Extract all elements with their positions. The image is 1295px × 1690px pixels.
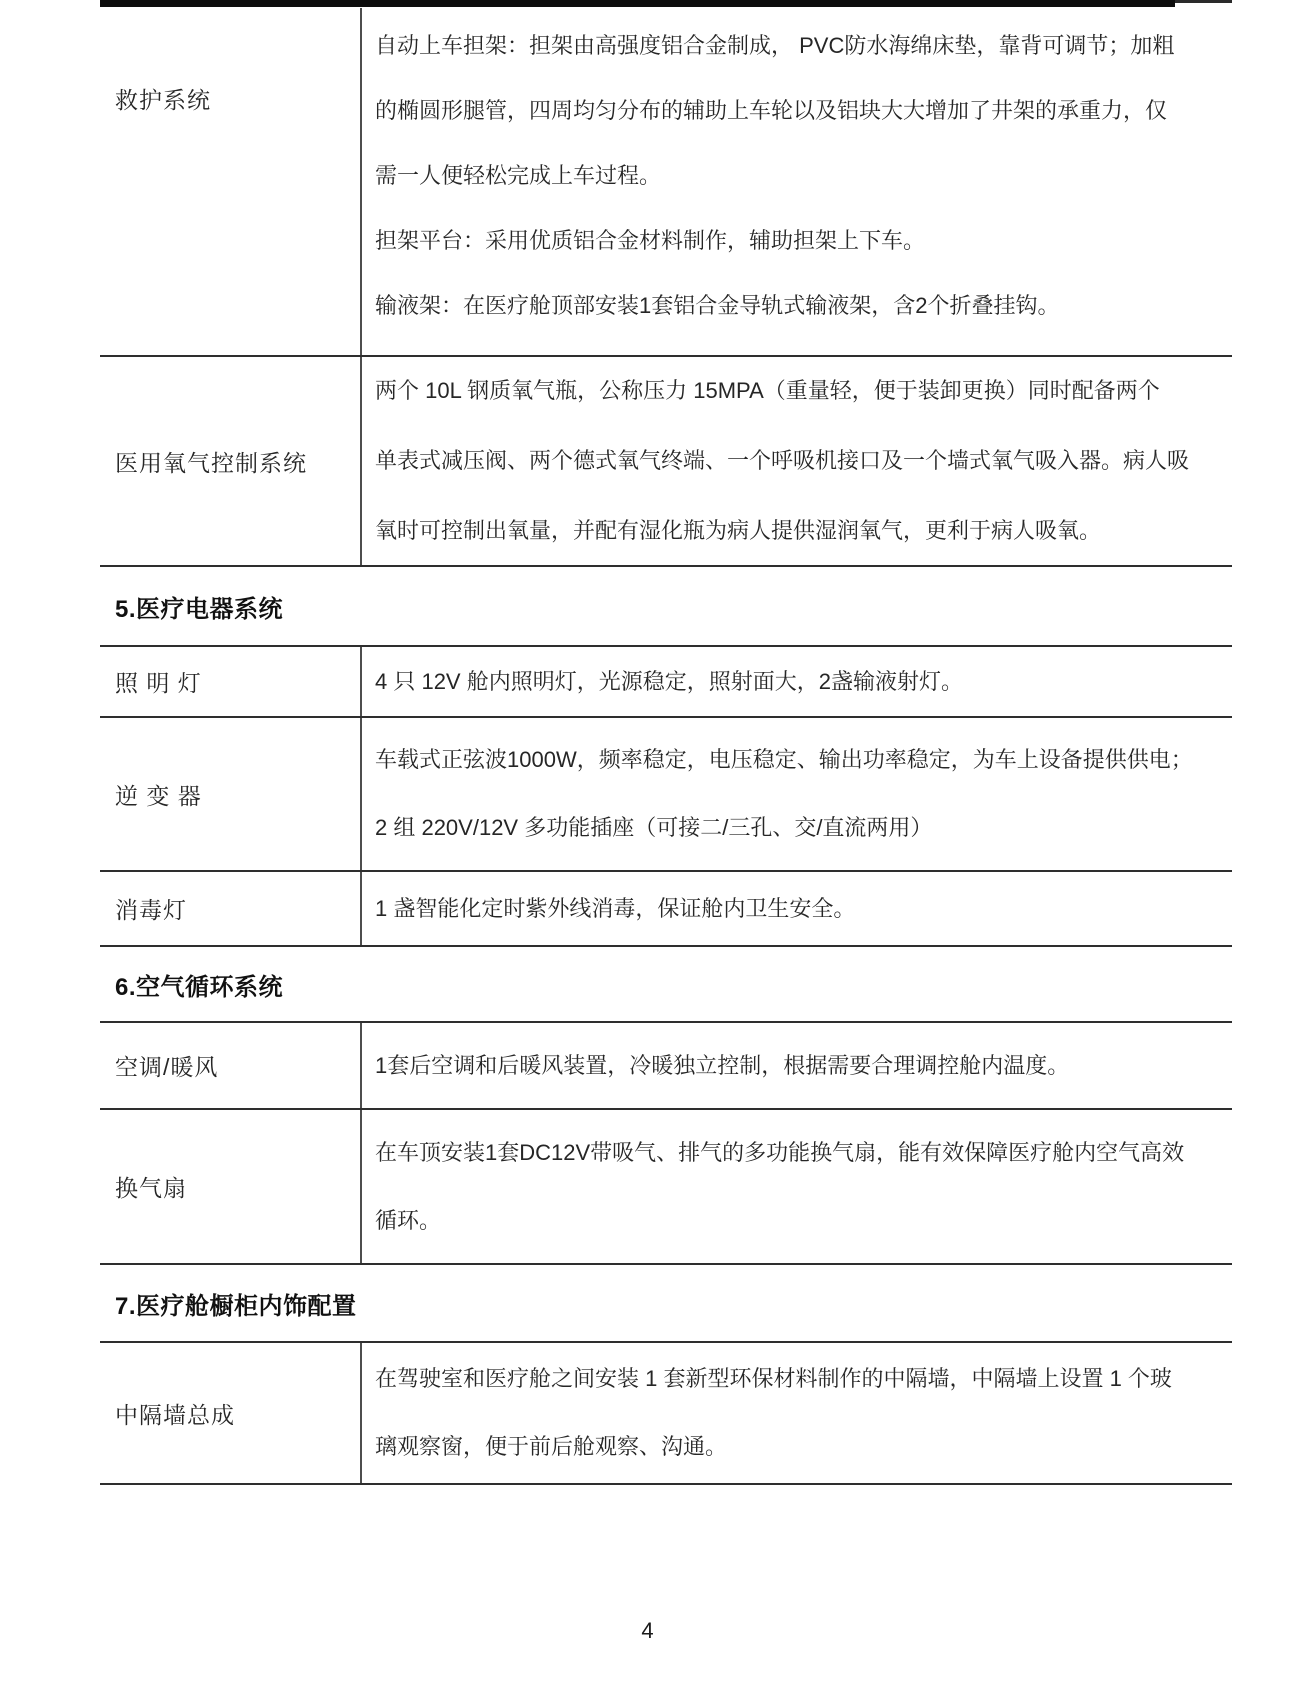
row-content [360, 718, 1232, 870]
row-content-line: 需一人便轻松完成上车过程。 [375, 163, 662, 188]
row-content-line: 在驾驶室和医疗舱之间安装 1 套新型环保材料制作的中隔墙，中隔墙上设置 1 个玻 [375, 1366, 1172, 1391]
page-number: 4 [641, 1618, 654, 1643]
row-content-line: 循环。 [375, 1207, 442, 1233]
row-content-line: 单表式减压阀、两个德式氧气终端、一个呼吸机接口及一个墙式氧气吸入器。病人吸 [375, 448, 1190, 473]
table-row-rescue-system [100, 8, 1232, 357]
row-label: 消毒灯 [115, 897, 187, 923]
section-heading-cabinet-interior: 7.医疗舱橱柜内饰配置 [100, 1265, 1232, 1343]
table-top-border [100, 0, 1232, 8]
row-content-line: 自动上车担架：担架由高强度铝合金制成， PVC防水海绵床垫，靠背可调节；加粗 [375, 33, 1175, 58]
row-content [360, 1110, 1232, 1263]
row-content [360, 1023, 1232, 1108]
spec-table [100, 0, 1232, 1485]
row-content-line: 2 组 220V/12V 多功能插座（可接二/三孔、交/直流两用） [375, 815, 933, 840]
row-content-line: 1套后空调和后暖风装置，冷暖独立控制，根据需要合理调控舱内温度。 [375, 1052, 1070, 1078]
section-heading-air-circulation: 6.空气循环系统 [100, 947, 1232, 1023]
row-content [360, 872, 1232, 945]
table-row-medical-oxygen-system [100, 357, 1232, 567]
row-content [360, 357, 1232, 565]
row-content-line: 氧时可控制出氧量，并配有湿化瓶为病人提供湿润氧气，更利于病人吸氧。 [375, 518, 1102, 543]
row-content-line: 璃观察窗，便于前后舱观察、沟通。 [375, 1434, 728, 1459]
table-row-ventilation-fan [100, 1110, 1232, 1265]
top-border-thin-segment [1175, 0, 1232, 3]
row-content-line: 的椭圆形腿管，四周均匀分布的辅助上车轮以及铝块大大增加了井架的承重力，仅 [375, 98, 1168, 123]
row-label: 救护系统 [115, 87, 211, 113]
row-label: 空调/暖风 [115, 1054, 219, 1080]
row-content-line: 输液架：在医疗舱顶部安装1套铝合金导轨式输液架，含2个折叠挂钩。 [375, 293, 1060, 318]
row-label: 照 明 灯 [115, 670, 202, 696]
row-label: 中隔墙总成 [115, 1401, 235, 1428]
table-row-sterilizing-lamp [100, 872, 1232, 947]
row-content [360, 1343, 1232, 1483]
top-border-thick-segment [100, 0, 1175, 7]
table-row-aircon-heater [100, 1023, 1232, 1110]
table-row-partition-wall [100, 1343, 1232, 1485]
table-row-inverter [100, 718, 1232, 872]
row-content-line: 担架平台：采用优质铝合金材料制作，辅助担架上下车。 [375, 228, 926, 253]
row-content [360, 647, 1232, 716]
row-label: 逆 变 器 [115, 782, 202, 809]
row-content-line: 两个 10L 钢质氧气瓶，公称压力 15MPA（重量轻，便于装卸更换）同时配备两个 [375, 378, 1160, 403]
row-content-line: 1 盏智能化定时紫外线消毒，保证舱内卫生安全。 [375, 895, 856, 921]
row-content-line: 在车顶安装1套DC12V带吸气、排气的多功能换气扇，能有效保障医疗舱内空气高效 [375, 1139, 1185, 1165]
row-content-line: 车载式正弦波1000W，频率稳定，电压稳定、输出功率稳定，为车上设备提供供电； [375, 747, 1193, 772]
row-content [360, 8, 1232, 355]
row-label: 医用氧气控制系统 [115, 449, 307, 476]
table-row-lighting [100, 647, 1232, 718]
row-label: 换气扇 [115, 1175, 187, 1201]
section-heading-medical-electrics: 5.医疗电器系统 [100, 567, 1232, 647]
row-content-line: 4 只 12V 舱内照明灯，光源稳定，照射面大，2盏输液射灯。 [375, 668, 963, 694]
